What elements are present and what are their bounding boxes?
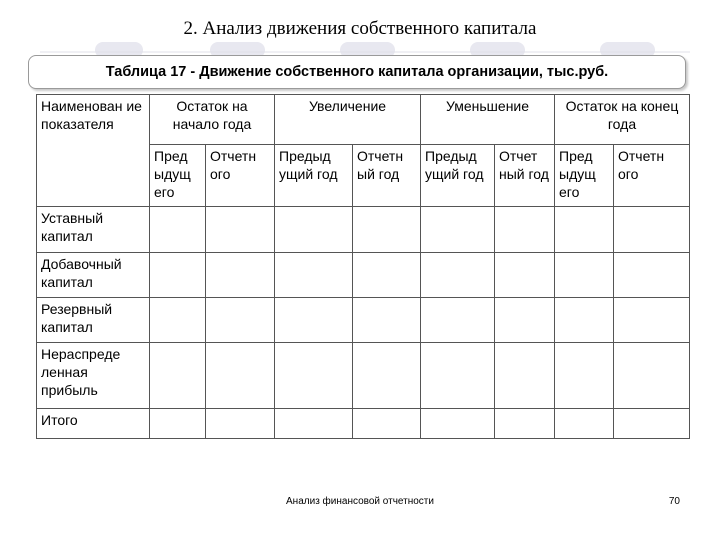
row-label: Добавочный капитал: [37, 253, 150, 298]
header-increase: Увеличение: [275, 95, 421, 145]
sub-start-prev: Пред ыдущ его: [150, 145, 206, 207]
footer-text: Анализ финансовой отчетности: [286, 496, 434, 507]
header-start: Остаток на начало года: [150, 95, 275, 145]
capital-movement-table: [36, 94, 690, 439]
header-decrease: Уменьшение: [421, 95, 555, 145]
sub-dec-prev: Предыд ущий год: [421, 145, 495, 207]
header-end: Остаток на конец года: [555, 95, 690, 145]
table-row-total: [37, 409, 690, 439]
table-row: [37, 207, 690, 253]
sub-end-prev: Пред ыдущ его: [555, 145, 614, 207]
row-label-total: Итого: [37, 409, 150, 439]
sub-end-curr: Отчетн ого: [614, 145, 690, 207]
sub-inc-prev: Предыд ущий год: [275, 145, 353, 207]
header-name: Наименован ие показателя: [37, 95, 150, 207]
table-caption: [28, 55, 686, 89]
header-row-groups: [37, 95, 690, 145]
table-row: [37, 298, 690, 343]
page-number: 70: [668, 496, 680, 507]
row-label: Нераспреде ленная прибыль: [37, 343, 150, 409]
slide-title: 2. Анализ движения собственного капитала: [183, 18, 537, 39]
table-caption-text: Таблица 17 - Движение собственного капитала организации, тыс.руб.: [105, 64, 609, 80]
table-row: [37, 343, 690, 409]
row-label: Резервный капитал: [37, 298, 150, 343]
sub-dec-curr: Отчет ный год: [495, 145, 555, 207]
sub-start-curr: Отчетн ого: [206, 145, 275, 207]
sub-inc-curr: Отчетн ый год: [353, 145, 421, 207]
row-label: Уставный капитал: [37, 207, 150, 253]
table-row: [37, 253, 690, 298]
